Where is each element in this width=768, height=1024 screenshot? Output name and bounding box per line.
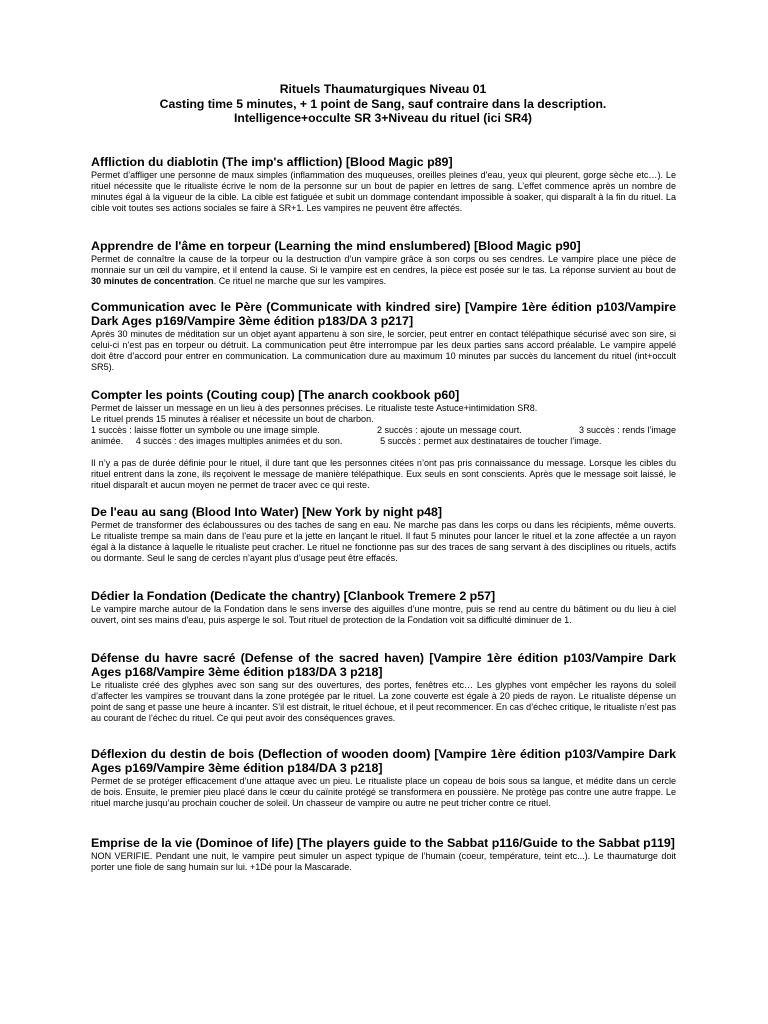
paragraph-gap	[91, 447, 676, 458]
success-3-continued: animée.	[91, 435, 124, 446]
ritual-description: Permet de transformer des éclaboussures ou des taches de sang en eau. Ne marche pas dans les corps ou dans les récipients, même ouverts. Le ritualiste trempe sa main dans de l’eau pure et la jette en lançant le rituel. Il faut 5 minutes pour lancer le rituel et la zone affectée a un rayon égal à la distance à laquelle le ritualiste peut cracher. Le rituel ne fonctionne pas sur des traces de sang servant à des disciplines ou rituels, actifs ou dormante. Seul le sang de cercles n’ayant plus d’usage peut être effacés.	[91, 520, 676, 563]
ritual-title: Apprendre de l'âme en torpeur (Learning the mind enslumbered) [Blood Magic p90]	[91, 239, 581, 253]
header-title: Rituels Thaumaturgiques Niveau 01	[279, 82, 487, 96]
ritual-paragraph: Il n’y a pas de durée définie pour le rituel, il dure tant que les personnes citées n’ont pas pris connaissance du message. Lorsque les cibles du rituel entrent dans la zone, ils reçoivent le message de manière télépathique. Eux seuls en sont conscients. Après que le message soit laissé, le rituel disparaît et aucun moyen ne permet de tracer avec ce qui reste.	[91, 457, 676, 490]
ritual-title: De l'eau au sang (Blood Into Water) [New York by night p48]	[91, 505, 443, 519]
ritual-title: Compter les points (Couting coup) [The anarch cookbook p60]	[91, 388, 460, 402]
header-casting-time: Casting time 5 minutes, + 1 point de Sang, sauf contraire dans la description.	[159, 96, 607, 111]
ritual-description: Le ritualiste créé des glyphes avec son sang sur des ouvertures, des portes, fenêtres etc… Les glyphes vont empêcher les rayons du soleil d’affecter les vampires se trouvant dans la zone protégée par le rituel. La zone couverte est égale à 20 pieds de rayon. Le ritualiste dépense un point de sang et passe une heure à incanter. S’il est distrait, le rituel échoue, et il peut recommencer. En cas d’échec critique, le ritualiste n’est pas au courant de l’échec du rituel. Ce qui peut avoir des conséquences graves.	[91, 680, 676, 724]
ritual-description	[91, 254, 676, 287]
ritual-title: Dédier la Fondation (Dedicate the chantry) [Clanbook Tremere 2 p57]	[91, 589, 496, 603]
ritual-section	[91, 836, 676, 873]
ritual-description-bold: 30 minutes de concentration	[91, 276, 214, 287]
success-3: 3 succès : rends l’image	[578, 425, 676, 436]
ritual-title: Emprise de la vie (Dominoe of life) [The players guide to the Sabbat p116/Guide to the Sabbat p119]	[91, 836, 675, 850]
ritual-section	[91, 651, 676, 724]
ritual-description: Permet d’affliger une personne de maux simples (inflammation des muqueuses, oreilles pleines d’eau, yeux qui pleurent, gorge sèche etc…). Le rituel nécessite que le ritualiste écrive le nom de la personne sur un bout de papier en lettres de sang. L’effet commence après un nombre de minutes égal à la vigueur de la cible. La cible est fatiguée et subit un dommage contendant impossible à soaker, qui disparaît à la fin du rituel. La cible voit toutes ses actions sociales se faire à SR+1. Les vampires ne peuvent être affectés.	[91, 170, 676, 213]
ritual-description-text: . Ce rituel ne marche que sur les vampires.	[213, 276, 387, 287]
success-line	[91, 436, 676, 447]
ritual-section	[91, 239, 676, 287]
success-2: 2 succès : ajoute un message court.	[376, 425, 522, 436]
ritual-description	[91, 403, 676, 490]
document-header	[91, 82, 675, 126]
ritual-section	[91, 300, 676, 373]
success-4: 4 succès : des images multiples animées et du son.	[135, 435, 343, 446]
ritual-description: Permet de se protéger efficacement d’une attaque avec un pieu. Le ritualiste place un copeau de bois sous sa langue, et médite dans un cercle de bois. Ensuite, le premier pieu placé dans le cœur du caïnite protégé se transformera en poussière. Ne protège pas contre une autre frappe. Le rituel marche jusqu’au prochain coucher de soleil. Un chasseur de vampire ou autre ne peut tricher contre ce rituel.	[91, 776, 676, 809]
ritual-title: Défense du havre sacré (Defense of the sacred haven) [Vampire 1ère édition p103/Vampire Dark Ages p168/Vampire 3ème édition p183/DA 3 p218]	[91, 651, 676, 680]
ritual-section	[91, 155, 676, 214]
ritual-description: Après 30 minutes de méditation sur un objet ayant appartenu à son sire, le sorcier, peut entrer en contact télépathique sécurisé avec son sire, si celui-ci n’est pas en torpeur ou détruit. La communication peut être interrompue par les deux parties sans accord préalable. Le vampire appelé doit être d’accord pour entrer en communication. La communication dure au maximum 10 minutes par succès du lancement du rituel (int+occult SR5).	[91, 329, 676, 373]
success-line	[91, 425, 676, 436]
ritual-section	[91, 589, 676, 626]
ritual-line: Permet de laisser un message en un lieu à des personnes précises. Le ritualiste teste Astuce+intimidation SR8.	[91, 403, 538, 414]
header-roll: Intelligence+occulte SR 3+Niveau du rituel (ici SR4)	[233, 111, 532, 125]
ritual-line: Le rituel prends 15 minutes à réaliser et nécessite un bout de charbon.	[91, 414, 374, 425]
ritual-section	[91, 505, 676, 564]
ritual-section	[91, 388, 676, 490]
ritual-section	[91, 747, 676, 809]
ritual-title: Déflexion du destin de bois (Deflection of wooden doom) [Vampire 1ère édition p103/Vampire Dark Ages p169/Vampire 3ème édition p184/DA 3 p218]	[91, 747, 676, 776]
ritual-description: NON VERIFIE. Pendant une nuit, le vampire peut simuler un aspect typique de l’humain (coeur, température, teint etc...). Le thaumaturge doit porter une fiole de sang humain sur lui. +1Dé pour la Mascarade.	[91, 851, 676, 873]
success-5: 5 succès : permet aux destinataires de toucher l’image.	[380, 435, 602, 446]
success-1: 1 succès : laisse flotter un symbole ou une image simple.	[91, 425, 320, 436]
ritual-description-text: Permet de connaître la cause de la torpeur ou la destruction d’un vampire grâce à son corps ou ses cendres. Le vampire place une pièce de monnaie sur un œil du vampire, et il entend la cause. Si le vampire est en cendres, la pièce est posée sur le tas. La réponse survient au bout de	[91, 254, 676, 276]
ritual-title: Affliction du diablotin (The imp's affliction) [Blood Magic p89]	[91, 155, 453, 169]
ritual-title: Communication avec le Père (Communicate with kindred sire) [Vampire 1ère édition p103/Vampire Dark Ages p169/Vampire 3ème édition p183/DA 3 p217]	[91, 300, 676, 329]
ritual-description: Le vampire marche autour de la Fondation dans le sens inverse des aiguilles d’une montre, puis se rend au centre du bâtiment ou du lieu à ciel ouvert, oint ses mains d'eau, puis asperge le sol. Tout rituel de protection de la Fondation voit sa difficulté diminuer de 1.	[91, 604, 676, 626]
